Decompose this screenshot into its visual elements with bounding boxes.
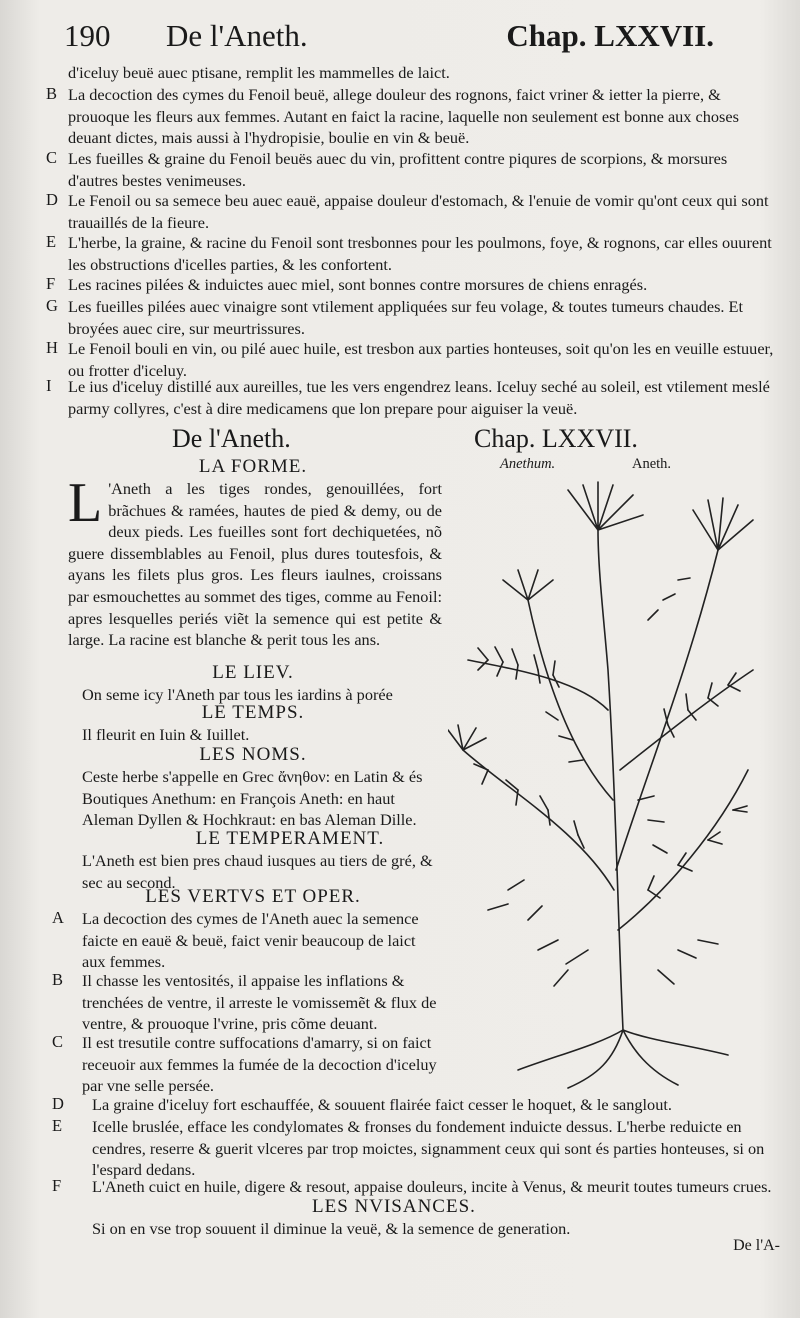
- paragraph-vertu-e: Icelle bruslée, efface les condylomates & fronses du fondement induicte dessus. L'herbe reduicte en cendres, reserre & guerit vlceres par trop moictes, signamment ceux qui sont és parties honteuses, si on l'espard dedans.: [92, 1117, 765, 1180]
- paragraph-temperament: L'Aneth est bien pres chaud iusques au tiers de gré, & sec au second.: [82, 851, 433, 892]
- margin-letter-e2: E: [52, 1116, 63, 1135]
- paragraph-h: Le Fenoil bouli en vin, ou pilé auec huile, est tresbon aux parties honteuses, soit qu'on les en veuille estuuer, ou frotter d'iceluy.: [68, 339, 774, 380]
- margin-letter-a2: A: [52, 908, 64, 927]
- chapter-number: Chap. LXXVII.: [474, 424, 638, 453]
- heading-forme: LA FORME.: [198, 456, 308, 477]
- margin-letter-b2: B: [52, 970, 64, 989]
- margin-letter-f2: F: [52, 1176, 62, 1195]
- margin-letter-g: G: [46, 296, 58, 315]
- drop-cap: L: [68, 472, 103, 534]
- paragraph-forme: [68, 472, 442, 658]
- paragraph-vertu-c: Il est tresutile contre suffocations d'amarry, si on faict receuoir aux femmes la fumée de la decoction d'iceluy par vne selle persée.: [82, 1033, 437, 1096]
- margin-letter-h: H: [46, 338, 58, 357]
- paragraph-continued: d'iceluy beuë auec ptisane, remplit les mammelles de laict.: [68, 63, 450, 82]
- paragraph-vertu-f: L'Aneth cuict en huile, digere & resout, appaise douleurs, incite à Venus, & meurit toutes tumeurs crues.: [92, 1177, 772, 1196]
- running-header: [64, 18, 714, 58]
- heading-nuisances: LES NVISANCES.: [312, 1196, 476, 1217]
- paragraph-vertu-a: La decoction des cymes de l'Aneth auec la semence faicte en eauë & beuë, faict venir beaucoup de laict aux femmes.: [82, 909, 419, 972]
- margin-letter-d2: D: [52, 1094, 64, 1113]
- heading-noms: LES NOMS.: [199, 744, 307, 765]
- margin-letter-b: B: [46, 84, 58, 103]
- heading-temperament: LE TEMPERAMENT.: [195, 828, 385, 849]
- forme-text: 'Aneth a les tiges rondes, genouillées, fort brãchues & ramées, hautes de pied & demy, ou de deux pieds. Les fueilles sont fort dechiquetées, nõ guere dissemblables au Fenoil, plus dures toutesfois, & ayans les filets plus gros. Les fleurs iaulnes, croissans par esmouchettes au sommet des tiges, comme au Fenoil: apres lesquelles periés viẽt la semence qui est petite & large. La racine est blanche & perit tous les ans.: [68, 479, 442, 650]
- page-number: 190: [64, 18, 111, 53]
- chapter-title: De l'Aneth.: [172, 424, 291, 453]
- margin-letter-c: C: [46, 148, 58, 167]
- dill-woodcut-illustration: [448, 470, 778, 1090]
- running-chapter: Chap. LXXVII.: [506, 18, 714, 53]
- heading-vertus: LES VERTVS ET OPER.: [145, 886, 361, 907]
- running-title: De l'Aneth.: [166, 18, 308, 53]
- catchword: De l'A-: [733, 1237, 780, 1254]
- paragraph-temps: Il fleurit en Iuin & Iuillet.: [82, 725, 250, 744]
- paragraph-e: L'herbe, la graine, & racine du Fenoil sont tresbonnes pour les poulmons, foye, & rognons, car elles ouurent les obstructions d'icelles parties, & les confortent.: [68, 233, 772, 274]
- margin-letter-c2: C: [52, 1032, 64, 1051]
- margin-letter-f: F: [46, 274, 56, 293]
- margin-letter-d: D: [46, 190, 58, 209]
- margin-letter-i: I: [46, 376, 52, 395]
- paragraph-d: Le Fenoil ou sa semece beu auec eauë, appaise douleur d'estomach, & l'enuie de vomir qu'ont ceux qui sont trauaillés de la fieure.: [68, 191, 769, 232]
- paragraph-g: Les fueilles pilées auec vinaigre sont vtilement appliquées sur feu volage, & toutes tumeurs chaudes. Et broyées auec cire, sur meurtrissures.: [68, 297, 744, 338]
- paragraph-f: Les racines pilées & induictes auec miel, sont bonnes contre morsures de chiens enragés.: [68, 275, 648, 294]
- paragraph-vertu-b: Il chasse les ventosités, il appaise les inflations & trenchées de ventre, il arreste le vomissemẽt & flux de ventre, & prouoque l'vrine, pris cõme deuant.: [82, 971, 437, 1034]
- figure-label-french: Aneth.: [632, 456, 672, 472]
- heading-temps: LE TEMPS.: [201, 702, 305, 723]
- margin-letter-e: E: [46, 232, 57, 251]
- paragraph-lieu: On seme icy l'Aneth par tous les iardins à porée: [82, 685, 393, 704]
- paragraph-noms: Ceste herbe s'appelle en Grec ἄνηθον: en Latin & és Boutiques Anethum: en François Aneth: en haut Aleman Dyllen & Hochkraut: en bas Aleman Dille.: [82, 767, 423, 830]
- paragraph-nuisances: Si on en vse trop souuent il diminue la veuë, & la semence de generation.: [92, 1219, 571, 1238]
- figure-label-latin: Anethum.: [500, 456, 556, 472]
- paragraph-vertu-d: La graine d'iceluy fort eschauffée, & souuent flairée faict cesser le hoquet, & le sanglout.: [92, 1095, 672, 1114]
- paragraph-c: Les fueilles & graine du Fenoil beuës auec du vin, profittent contre piqures de scorpions, & morsures d'autres bestes venimeuses.: [68, 149, 728, 190]
- heading-lieu: LE LIEV.: [212, 662, 294, 683]
- paragraph-b: La decoction des cymes du Fenoil beuë, allege douleur des rognons, faict vriner & ietter la pierre, & prouoque les fleurs aux femmes. Autant en faict la racine, laquelle non seulement est bonne aux choses deuant dictes, mais aussi à l'hydropisie, boulie en vin & beuë.: [68, 85, 739, 148]
- paragraph-i: Le ius d'iceluy distillé aux aureilles, tue les vers engendrez leans. Iceluy seché au soleil, est vtilement meslé parmy collyres, c'est à dire medicamens que lon prepare pour aiguiser la veuë.: [68, 377, 770, 418]
